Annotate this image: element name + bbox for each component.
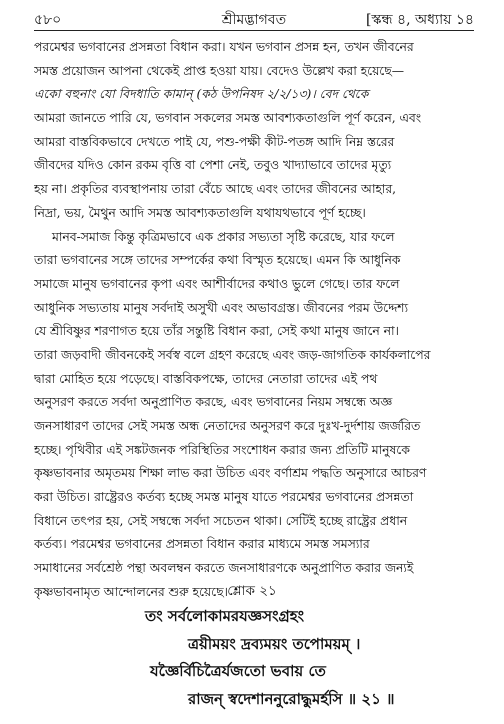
running-title: শ্রীমদ্ভাগবত: [221, 12, 287, 28]
purport-text: [34, 36, 474, 605]
text-line: একো বহুনাং যো বিদধাতি কামান্ (কঠ উপনিষদ ২/২/১৩)। বেদ থেকে: [34, 87, 369, 102]
text-line: হচ্ছে। পৃথিবীর এই সঙ্কটজনক পরিস্থিতির সংশোধন করার জন্য প্রতিটি মানুষকে: [34, 442, 410, 457]
text-line: বিধানে তৎপর হয়, সেই সম্বন্ধে সর্বদা সচেতন থাকা। সেটিই হচ্ছে রাষ্ট্রের প্রধান: [34, 513, 408, 528]
text-line: তারা জড়বাদী জীবনকেই সর্বস্ব বলে গ্রহণ করেছে এবং জড়-জাগতিক কার্যকলাপের: [34, 347, 431, 362]
text-line: পরমেশ্বর ভগবানের প্রসন্নতা বিধান করা। যখন ভগবান প্রসন্ন হন, তখন জীবনের: [34, 40, 414, 54]
verse-line: তং সর্বলোকামরযজ্ঞসংগ্রহং: [145, 607, 305, 625]
chapter-reference: [স্কন্ধ ৪, অধ্যায় ১৪: [365, 12, 474, 28]
text-line: সমাধানের সর্বশ্রেষ্ঠ পন্থা অবলম্বন করতে জনসাধারণকে অনুপ্রাণিত করার জন্যই: [34, 561, 414, 576]
verse-block: [0, 605, 504, 715]
text-line: জীবদের যদিও কোন রকম বৃত্তি বা পেশা নেই, তবুও খাদ্যাভাবে তাদের মৃত্যু: [34, 158, 392, 173]
verse-heading: শ্লোক ২১: [227, 583, 277, 599]
verse-line: যজ্ঞৈর্বিচিত্রৈর্যজতো ভবায় তে: [150, 662, 326, 680]
text-line: সমাজে মানুষ ভগবানের কৃপা এবং আশীর্বাদের কথাও ভুলে গেছে। তার ফলে: [34, 276, 400, 291]
text-line: দ্বারা মোহিত হয়ে পড়েছে। বাস্তবিকপক্ষে, তাদের নেতারা তাদের এই পথ: [34, 371, 378, 386]
text-line: মানব-সমাজ কিন্তু কৃত্রিমভাবে এক প্রকার সভ্যতা সৃষ্টি করেছে, যার ফলে: [52, 229, 395, 244]
page-number: ৫৮০: [34, 12, 62, 28]
text-line: কর্তব্য। পরমেশ্বর ভগবানের প্রসন্নতা বিধান করার মাধ্যমে সমস্ত সমস্যার: [34, 537, 370, 552]
text-line: আমরা বাস্তবিকভাবে দেখতে পাই যে, পশু-পক্ষী কীট-পতঙ্গ আদি নিম্ন স্তরের: [34, 134, 395, 149]
text-line: কৃষ্ণভাবনামৃত আন্দোলনের শুরু হয়েছে।: [34, 584, 228, 599]
text-line: অনুসরণ করতে সর্বদা অনুপ্রাণিত করছে, এবং ভগবানের নিয়ম সম্বন্ধে অজ্ঞ: [34, 395, 393, 410]
text-line: তারা ভগবানের সঙ্গে তাদের সম্পর্কের কথা বিস্মৃত হয়েছে। এমন কি আধুনিক: [34, 253, 401, 268]
text-line: কৃষ্ণভাবনার অমৃতময় শিক্ষা লাভ করা উচিত এবং বর্ণাশ্রম পদ্ধতি অনুসারে আচরণ: [34, 466, 427, 481]
text-line: যে শ্রীবিষ্ণুর শরণাগত হয়ে তাঁর সন্তুষ্টি বিধান করা, সেই কথা মানুষ জানে না।: [34, 324, 399, 339]
text-line: নিদ্রা, ভয়, মৈথুন আদি সমস্ত আবশ্যকতাগুলি যথাযথভাবে পূর্ণ হচ্ছে।: [34, 205, 366, 220]
text-line: আমরা জানতে পারি যে, ভগবান সকলের সমস্ত আবশ্যকতাগুলি পূর্ণ করেন, এবং: [34, 111, 422, 126]
text-line: সমস্ত প্রয়োজন আপনা থেকেই প্রাপ্ত হওয়া যায়। বেদেও উল্লেখ করা হয়েছে—: [34, 63, 405, 78]
header-rule: [34, 30, 474, 31]
text-line: জনসাধারণ তাদের সেই সমস্ত অন্ধ নেতাদের অনুসরণ করে দুঃখ-দুর্দশায় জর্জরিত: [34, 419, 421, 433]
text-line: আধুনিক সভ্যতায় মানুষ সর্বদাই অসুখী এবং অভাবগ্রস্ত। জীবনের পরম উদ্দেশ্য: [34, 300, 409, 315]
text-line: হয় না। প্রকৃতির ব্যবস্থাপনায় তারা বেঁচে আছে এবং তাদের জীবনের আহার,: [34, 182, 397, 197]
text-line: করা উচিত। রাষ্ট্রেরও কর্তব্য হচ্ছে সমস্ত মানুষ যাতে পরমেশ্বর ভগবানের প্রসন্নতা: [34, 490, 414, 505]
page-header: [34, 6, 474, 28]
verse-line: রাজন্ স্বদেশাননুরোদ্ধুমর্হসি ॥ ২১ ॥: [188, 689, 395, 708]
verse-line: ত্রয়ীময়ং দ্রব্যময়ং তপোময়ম্ ।: [188, 634, 361, 653]
